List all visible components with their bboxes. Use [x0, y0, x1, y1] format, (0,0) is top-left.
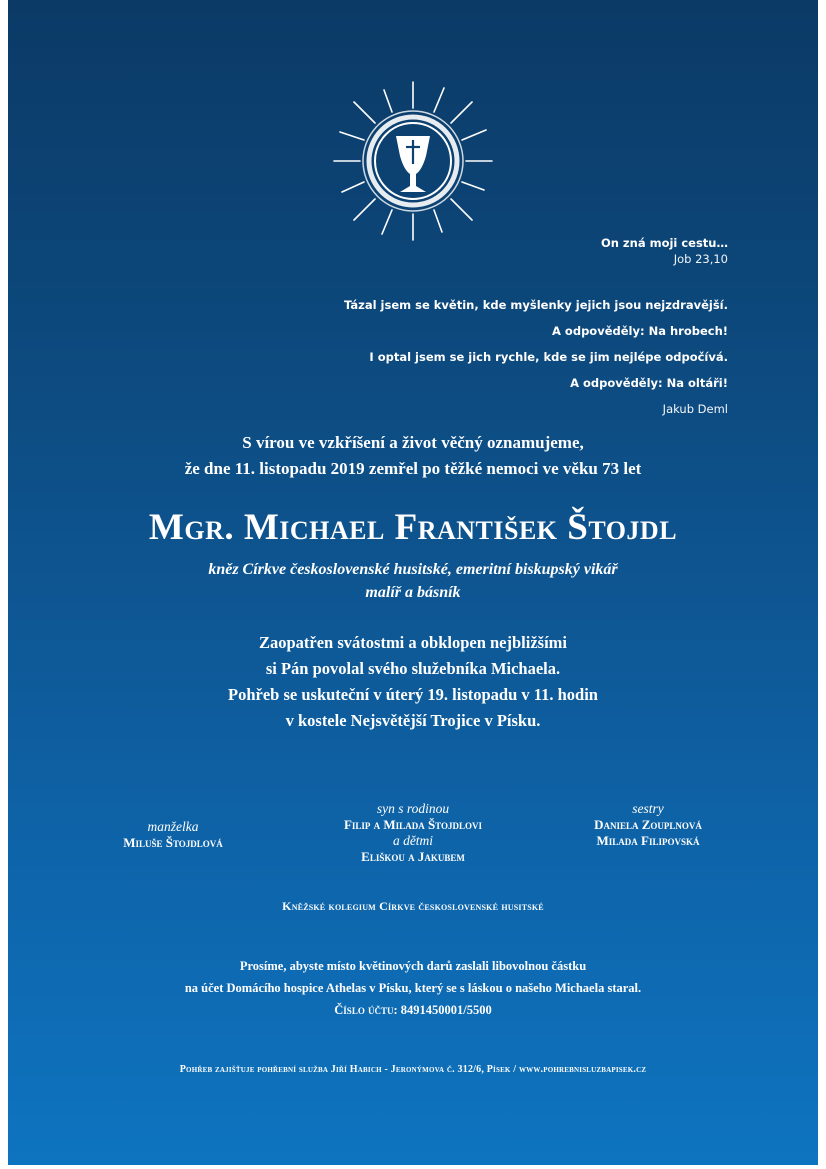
family-relation: sestry: [632, 801, 664, 816]
poem-author: Jakub Deml: [662, 402, 728, 416]
deceased-role: malíř a básník: [365, 584, 461, 601]
crown-of-thorns-chalice-icon: [330, 78, 496, 244]
announcement-line: že dne 11. listopadu 2019 zemřel po těžké nemoci ve věku 73 let: [184, 459, 642, 478]
passage-line: Pohřeb se uskuteční v úterý 19. listopadu v 11. hodin: [228, 685, 598, 704]
family-name: Miluše Štojdlová: [123, 835, 223, 850]
passage-line: v kostele Nejsvětější Trojice v Písku.: [285, 711, 541, 730]
family-relation: syn s rodinou: [376, 801, 450, 816]
passage-line: si Pán povolal svého služebníka Michaela.: [265, 659, 561, 678]
donation-line: Prosíme, abyste místo květinových darů zaslali libovolnou částku: [239, 959, 587, 973]
family-wife: [88, 819, 258, 851]
donation-request: [8, 955, 818, 1021]
poem-line: Tázal jsem se květin, kde myšlenky jejich jsou nejzdravější.: [344, 298, 728, 312]
family-name: Milada Filipovská: [596, 833, 700, 848]
announcement-line: S vírou ve vzkříšení a život věčný oznamujeme,: [242, 433, 584, 452]
family-relation: manželka: [147, 819, 199, 834]
deceased-name: Mgr. Michael František Štojdl: [148, 507, 678, 548]
family-name: Daniela Zouplnová: [594, 817, 702, 832]
family-son: [298, 801, 528, 865]
funeral-service-footer: Pohřeb zajišťuje pohřební služba Jiří Habich - Jeronýmova č. 312/6, Písek / www.pohrebnisluzbapisek.cz: [179, 1064, 647, 1075]
passage-line: Zaopatřen svátostmi a obklopen nejbližšími: [258, 633, 568, 652]
deceased-roles: [8, 558, 818, 604]
poem-line: I optal jsem se jich rychle, kde se jim nejlépe odpočívá.: [369, 350, 728, 364]
account-number: Číslo účtu: 8491450001/5500: [334, 1003, 492, 1017]
clergy-college: Kněžské kolegium Církve československé husitské: [282, 899, 544, 913]
family-name: Eliškou a Jakubem: [361, 849, 465, 864]
poem-line: A odpověděly: Na oltáři!: [570, 376, 728, 390]
deceased-role: kněz Církve československé husitské, emeritní biskupský vikář: [208, 561, 618, 578]
bible-quote: [208, 236, 728, 266]
bible-quote-text: On zná moji cestu…: [600, 236, 728, 250]
poem-line: A odpověděly: Na hrobech!: [552, 324, 728, 338]
donation-line: na účet Domácího hospice Athelas v Písku, který se s láskou o našeho Michaela staral.: [184, 981, 642, 995]
family-sisters: [558, 801, 738, 849]
announcement: [8, 430, 818, 482]
bible-quote-reference: Job 23,10: [673, 252, 728, 266]
family-name: Filip a Milada Štojdlovi: [343, 817, 483, 832]
poem: [208, 292, 728, 422]
funeral-passage: [8, 630, 818, 734]
obituary-card: [8, 0, 818, 1165]
family-relation: a dětmi: [392, 833, 434, 848]
